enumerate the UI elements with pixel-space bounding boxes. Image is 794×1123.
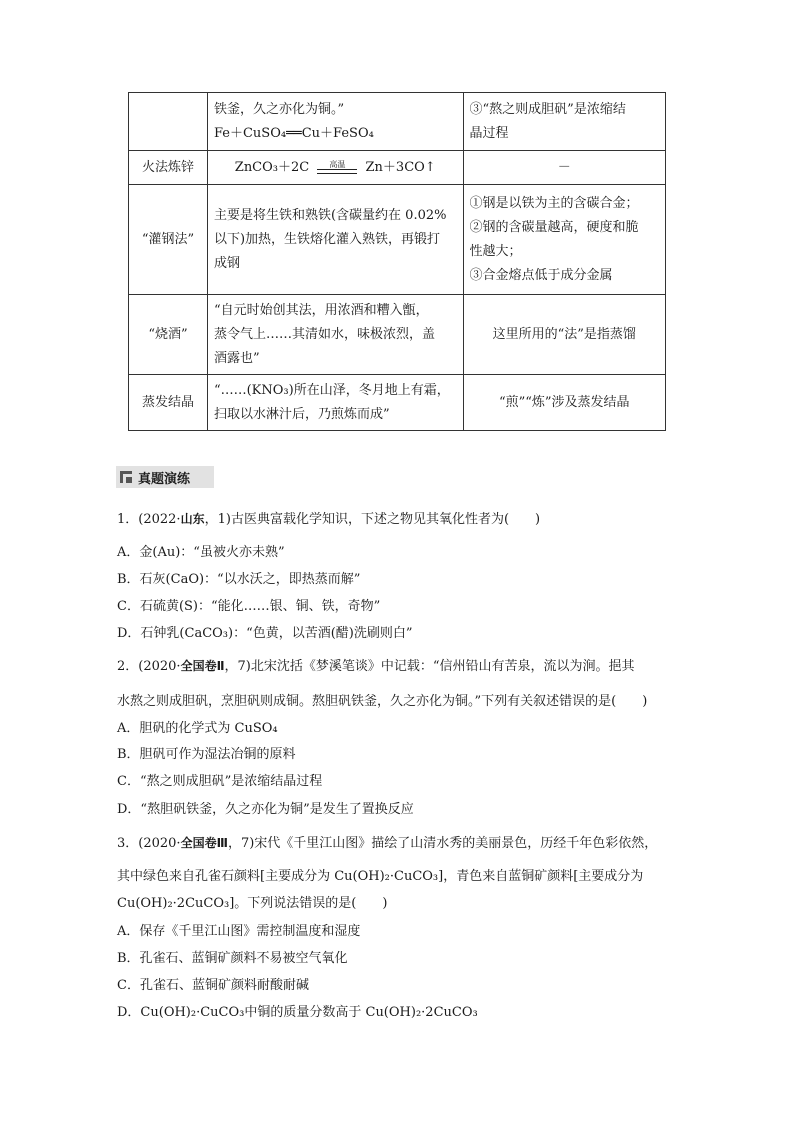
table-row [129,185,666,295]
note-line: 这里所用的“法”是指蒸馏 [492,326,636,342]
question-2-stem-line-2: 水熬之则成胆矾，烹胆矾则成铜。熬胆矾铁釜，久之亦化为铜。”下列有关叙述错误的是( ) [117,694,648,709]
question-source-suffix: ，7) [227,836,255,851]
question-source-suffix: ，7) [224,659,251,674]
table-cell-note [463,151,665,185]
question-stem-line: 宋代《千里江山图》描绘了山清水秀的美丽景色，历经千年色彩依然， [254,836,658,851]
table-cell-text [207,375,463,431]
note-line: ②钢的含碳量越高，硬度和脆 [469,219,639,235]
text-line: 主要是将生铁和熟铁(含碳量约在 0.02% [213,207,447,223]
question-2-option-a: A．胆矾的化学式为 CuSO₄ [117,721,278,736]
question-number: 3． [117,836,139,851]
question-3-option-d: D．Cu(OH)₂·CuCO₃中铜的质量分数高于 Cu(OH)₂·2CuCO₃ [117,1005,478,1020]
text-line: 铁釜，久之亦化为铜。” [213,101,345,117]
table-row [129,375,666,431]
table-cell-text [207,185,463,295]
table-cell-text [207,93,463,151]
question-1-option-c: C．石硫黄(S)：“能化……银、铜、铁，奇物” [117,599,381,614]
question-number: 2． [117,659,139,674]
table-cell-note [463,93,665,151]
reaction-condition: 高温 [329,160,346,169]
table-cell-name [129,93,208,151]
question-1-option-b: B．石灰(CaO)：“以水沃之，即热蒸而解” [117,572,361,587]
question-source-prefix: (2022· [138,512,181,527]
table-cell-note [463,185,665,295]
text-line: “……(KNO₃)所在山泽，冬月地上有霜， [213,382,450,398]
question-source: 全国卷Ⅱ [180,659,225,673]
text-line: 成钢 [213,255,240,271]
note-line: “煎”“炼”涉及蒸发结晶 [498,394,630,410]
table-cell-name: “烧酒” [129,295,208,375]
note-line: － [557,159,571,175]
question-source-prefix: (2020· [138,836,181,851]
section-title: 真题演练 [138,471,191,487]
question-2-option-b: B．胆矾可作为湿法冶铜的原料 [117,747,296,762]
table-cell-equation [207,151,463,185]
question-3-stem-line-3: Cu(OH)₂·2CuCO₃]。下列说法错误的是( ) [117,896,388,911]
question-3-stem [117,834,687,853]
question-stem-line: 北宋沈括《梦溪笔谈》中记载：“信州铅山有苦泉，流以为涧。挹其 [250,659,635,674]
note-line: ③合金熔点低于成分金属 [469,267,613,283]
text-line: 酒露也” [213,350,260,366]
reference-table [128,92,666,431]
note-line: 性越大； [469,243,522,259]
note-line: ①钢是以铁为主的含碳合金； [469,195,639,211]
equal-bars [317,169,357,174]
question-3-stem-line-2: 其中绿色来自孔雀石颜料[主要成分为 Cu(OH)₂·CuCO₃]，青色来自蓝铜矿颜料[主要成分为 [117,869,644,884]
question-2-option-d: D．“熬胆矾铁釜，久之亦化为铜”是发生了置换反应 [117,802,414,817]
question-2-stem [117,657,687,676]
table-cell-name: “灌钢法” [129,185,208,295]
table-cell-name: 蒸发结晶 [129,375,208,431]
equation-right: Zn＋3CO↑ [365,159,436,175]
table-cell-name: 火法炼锌 [129,151,208,185]
section-icon [120,471,132,483]
table-cell-note [463,375,665,431]
question-source: 全国卷Ⅲ [180,836,228,850]
section-header [116,466,214,488]
question-1-option-a: A．金(Au)：“虽被火亦未熟” [117,545,285,560]
table-cell-text [207,295,463,375]
question-2-option-c: C．“熬之则成胆矾”是浓缩结晶过程 [117,774,323,789]
note-line: 晶过程 [469,125,509,141]
question-stem-line: 古医典富载化学知识，下述之物见其氧化性者为( ) [230,512,541,527]
text-line: 以下)加热，生铁熔化灌入熟铁，再锻打 [213,231,441,247]
question-source-prefix: (2020· [138,659,181,674]
table-cell-note [463,295,665,375]
question-1-option-d: D．石钟乳(CaCO₃)：“色黄，以苦酒(醋)洗刷则白” [117,626,413,641]
equation-left: ZnCO₃＋2C [234,159,310,175]
question-1-stem [117,510,687,529]
note-line: ③“熬之则成胆矾”是浓缩结 [469,101,626,117]
reaction-arrow [317,160,357,174]
question-source: 山东 [180,512,205,526]
table-row [129,151,666,185]
question-3-option-a: A．保存《千里江山图》需控制温度和湿度 [117,924,361,939]
table-row [129,93,666,151]
question-source-suffix: ，1) [204,512,231,527]
table-row [129,295,666,375]
question-number: 1． [117,512,139,527]
text-line: Fe＋CuSO₄══Cu＋FeSO₄ [213,125,374,141]
text-line: 扫取以水淋汁后，乃煎炼而成” [213,406,390,422]
text-line: 蒸令气上……其清如水，味极浓烈，盖 [213,326,435,342]
question-3-option-b: B．孔雀石、蓝铜矿颜料不易被空气氧化 [117,951,348,966]
question-3-option-c: C．孔雀石、蓝铜矿颜料耐酸耐碱 [117,978,309,993]
text-line: “自元时始创其法，用浓酒和糟入甑， [213,302,429,318]
